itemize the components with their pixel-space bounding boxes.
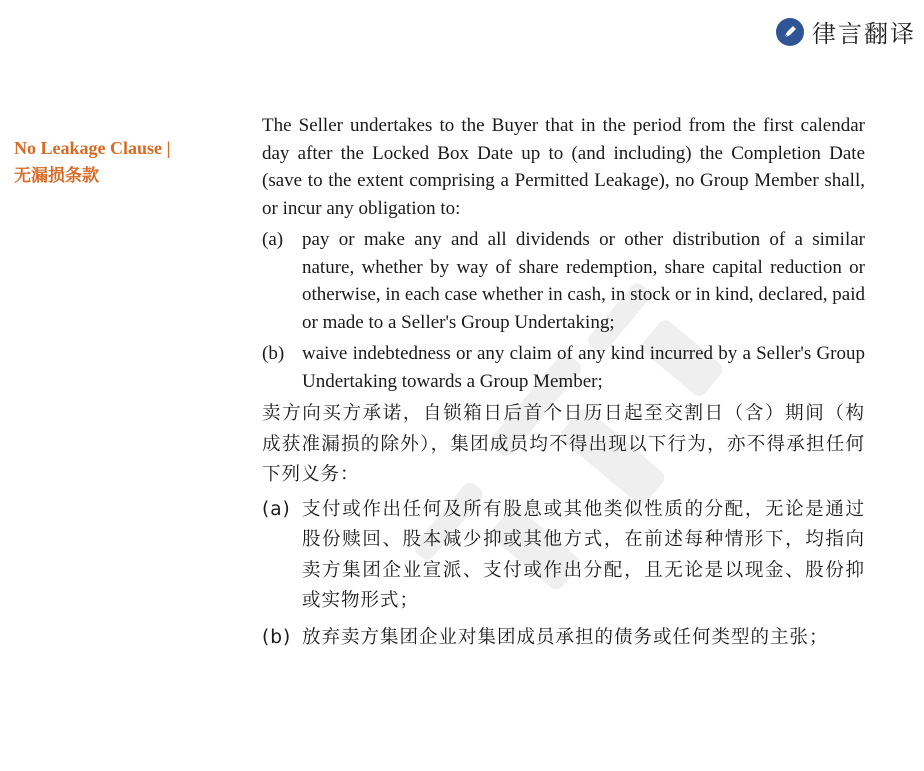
clause-title: [14, 134, 234, 190]
item-text: 支付或作出任何及所有股息或其他类似性质的分配，无论是通过股份赎回、股本减少抑或其他方式，在前述每种情形下，均指向卖方集团企业宣派、支付或作出分配，且无论是以现金、股份抑或实物形式；: [302, 498, 865, 611]
pen-nib-icon: [776, 18, 804, 46]
clause-title-zh: 无漏损条款: [14, 166, 99, 186]
clause-title-en: No Leakage Clause |: [14, 138, 171, 158]
item-label: (a): [262, 498, 291, 520]
brand-header: [776, 14, 916, 49]
chinese-intro: 卖方向买方承诺，自锁箱日后首个日历日起至交割日（含）期间（构成获准漏损的除外），集团成员均不得出现以下行为，亦不得承担任何下列义务：: [262, 403, 865, 485]
item-label: (b): [262, 343, 285, 364]
item-label: (a): [262, 229, 284, 250]
clause-body: [262, 112, 865, 653]
english-item-b: [262, 340, 865, 395]
item-text: 放弃卖方集团企业对集团成员承担的债务或任何类型的主张；: [302, 626, 829, 648]
brand-name: 律言翻译: [812, 20, 916, 48]
english-item-a: [262, 226, 865, 336]
item-text: pay or make any and all dividends or other distribution of a similar nature, whether by way of share redemption, share capital reduction or otherwise, in each case whether in cash, in stock or in kind, declared, paid or made to a Seller's Group Undertaking;: [302, 229, 865, 333]
chinese-item-a: [262, 495, 865, 617]
item-label: (b): [262, 626, 292, 648]
item-text: waive indebtedness or any claim of any kind incurred by a Seller's Group Undertaking towards a Group Member;: [302, 343, 865, 392]
english-intro: The Seller undertakes to the Buyer that in the period from the first calendar day after the Locked Box Date up to (and including) the Completion Date (save to the extent comprising a Permitted Leakage), no Group Member shall, or incur any obligation to:: [262, 115, 865, 219]
chinese-item-b: [262, 623, 865, 654]
